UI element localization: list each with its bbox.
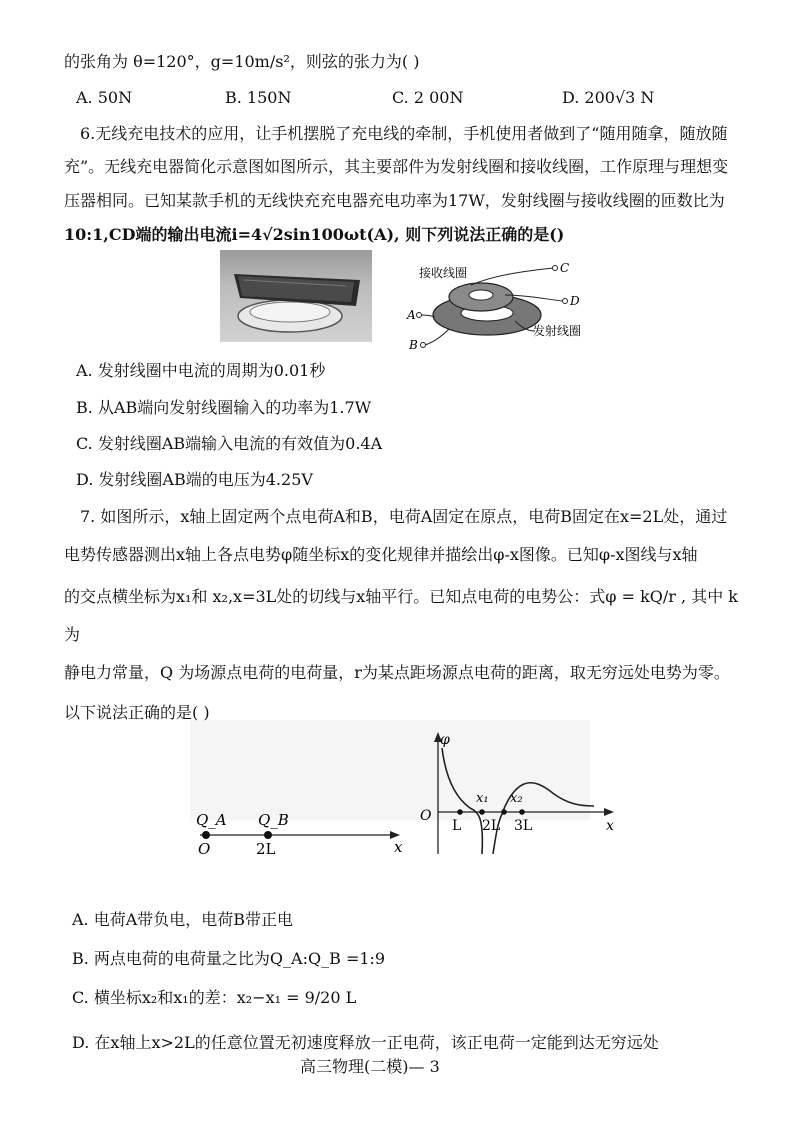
label-b: B [409,338,418,352]
q7-line-4: 为 [64,625,81,644]
q6-line-1: 6.无线充电技术的应用，让手机摆脱了充电线的牵制，手机使用者做到了“随用随拿，随放随 [80,124,728,143]
q6-option-b: B. 从AB端向发射线圈输入的功率为1.7W [76,398,372,417]
label-x-axis: x [394,838,403,856]
q6-option-c: C. 发射线圈AB端输入电流的有效值为0.4A [76,434,383,453]
q6-line-4: 10:1,CD端的输出电流i=4√2sin100ωt(A), 则下列说法正确的是() [64,225,565,244]
q6-line-3: 压器相同。已知某款手机的无线快充充电器充电功率为17W，发射线圈与接收线圈的匝数比为 [64,191,725,210]
label-c: C [560,261,570,275]
q7-line-3: 的交点横坐标为x₁和 x₂,x=3L处的切线与x轴平行。已知点电荷的电势公：式φ = kQ/r , 其中 k [64,587,738,606]
charge-b-dot [264,831,272,839]
label-phi: φ [440,732,450,748]
q7-line-1: 7. 如图所示，x轴上固定两个点电荷A和B，电荷A固定在原点，电荷B固定在x=2L处，通过 [80,507,728,526]
label-graph-x: x [606,818,614,834]
label-d: D [570,294,580,308]
q5-option-c: C. 2 00N [392,88,464,107]
label-graph-origin: O [420,808,432,824]
label-origin: O [198,840,211,858]
page-footer: 高三物理(二模)— 3 [300,1057,440,1076]
q5-stem: 的张角为 θ=120°，g=10m/s²，则弦的张力为( ) [64,52,420,71]
q7-option-a: A. 电荷A带负电，电荷B带正电 [72,910,294,929]
q5-option-b: B. 150N [225,88,292,107]
q6-option-d: D. 发射线圈AB端的电压为4.25V [76,470,313,489]
emit-coil-label: 发射线圈 [533,324,582,338]
q7-option-c: C. 横坐标x₂和x₁的差：x₂−x₁ = 9/20 L [72,988,357,1007]
coil-diagram [405,255,595,355]
terminal-d [563,299,568,304]
wireless-charger-photo [220,250,372,342]
label-x1: x₁ [476,791,489,806]
q7-line-5: 静电力常量，Q 为场源点电荷的电荷量，r为某点距场源点电荷的距离，取无穷远处电势为零。 [64,663,730,682]
x1-dot [479,809,485,815]
tick-3l-dot [519,809,525,815]
q5-option-d: D. 200√3 N [562,88,655,107]
label-tick-2l: 2L [482,818,501,834]
q7-option-d: D. 在x轴上x>2L的任意位置无初速度释放一正电荷，该正电荷一定能到达无穷远处 [72,1033,659,1052]
q7-line-2: 电势传感器测出x轴上各点电势φ随坐标x的变化规律并描绘出φ-x图像。已知φ-x图线与x轴 [64,545,698,564]
receive-coil-label: 接收线圈 [419,266,468,280]
label-qb: Q_B [258,811,289,829]
q5-option-a: A. 50N [76,88,133,107]
label-tick-3l: 3L [514,818,533,834]
label-tick-l: L [452,818,462,834]
label-a: A [407,308,416,322]
q6-option-a: A. 发射线圈中电流的周期为0.01秒 [76,361,326,380]
label-2l: 2L [256,840,276,858]
terminal-b [421,343,426,348]
q6-line-2: 充”。无线充电器简化示意图如图所示，其主要部件为发射线圈和接收线圈，工作原理与理想变 [64,157,729,176]
tick-l-dot [457,809,463,815]
phi-curve-right [493,783,594,854]
terminal-c [553,266,558,271]
label-x2: x₂ [510,791,523,806]
terminal-a [417,313,422,318]
label-qa: Q_A [196,811,227,829]
q7-option-b: B. 两点电荷的电荷量之比为Q_A:Q_B =1:9 [72,949,386,968]
q7-line-6: 以下说法正确的是( ) [64,703,210,722]
charge-axis-figure [190,800,410,860]
x2-dot [501,809,507,815]
charge-a-dot [202,831,210,839]
phi-x-graph [410,730,620,860]
